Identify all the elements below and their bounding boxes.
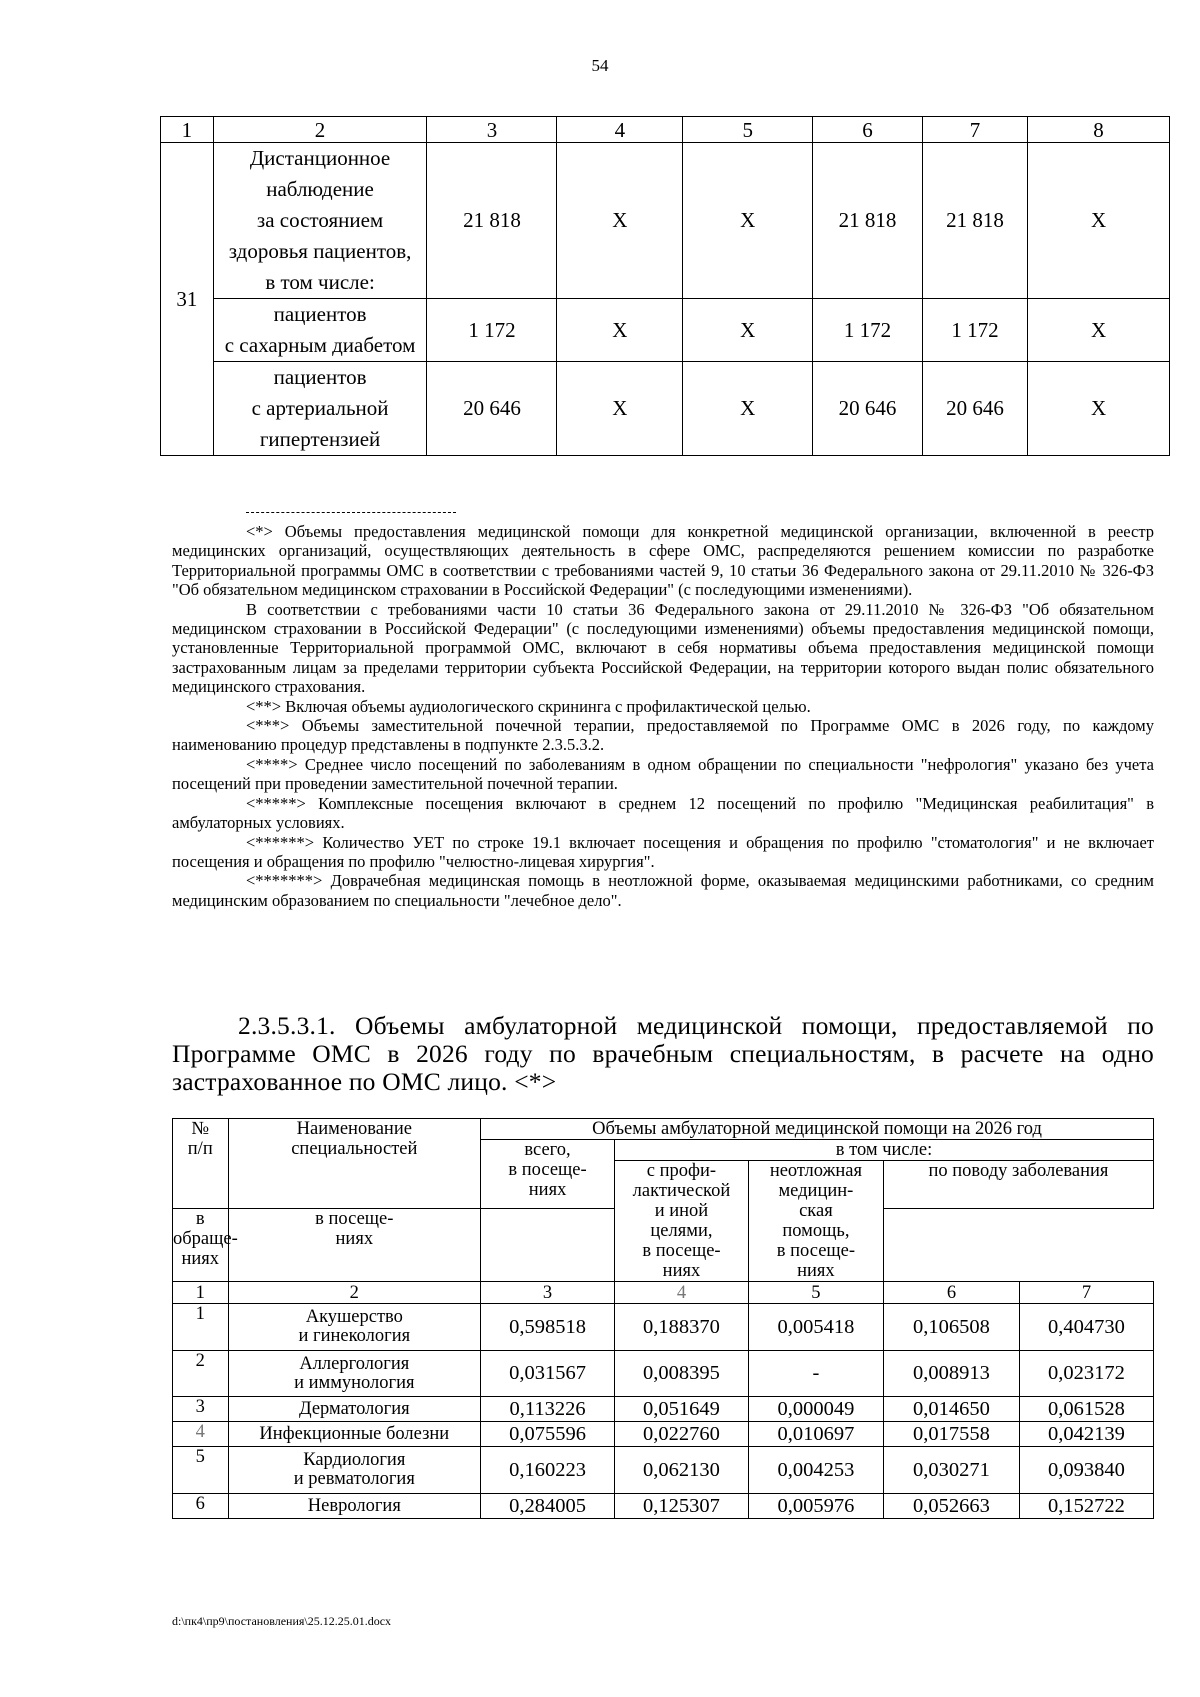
header-line: ниях: [335, 1228, 374, 1249]
cell-value: 0,188370: [615, 1304, 749, 1351]
header-line: медицин-: [778, 1181, 854, 1201]
row-number: 31: [161, 143, 214, 456]
header-preventive: [615, 1161, 749, 1282]
cell-value: 0,125307: [615, 1494, 749, 1519]
cell-value: 0,062130: [615, 1447, 749, 1494]
column-number: 5: [748, 1282, 883, 1304]
row-name: [213, 299, 427, 362]
header-number: [173, 1119, 229, 1209]
header-group: Объемы амбулаторной медицинской помощи на 2026 год: [481, 1119, 1154, 1140]
cell-value: 20 646: [922, 362, 1027, 456]
header-line: п/п: [187, 1139, 213, 1159]
cell-value: 0,160223: [481, 1447, 615, 1494]
column-number: 8: [1028, 117, 1170, 143]
header-line: лактической: [632, 1181, 731, 1201]
name-line: Неврология: [307, 1495, 401, 1516]
header-specialty-name: [228, 1119, 481, 1209]
column-number: 3: [427, 117, 557, 143]
header-line: и иной: [654, 1201, 709, 1221]
table-row: [173, 1397, 1154, 1422]
name-line: пациентов: [273, 365, 367, 389]
cell-value: 0,106508: [883, 1304, 1019, 1351]
specialty-name: [228, 1447, 481, 1494]
header-line: в посеще-: [508, 1160, 587, 1180]
table-row: [161, 362, 1170, 456]
column-number: 1: [161, 117, 214, 143]
specialty-name: [228, 1351, 481, 1397]
column-number: 4: [557, 117, 683, 143]
cell-value: 0,598518: [481, 1304, 615, 1351]
header-line: в посеще-: [776, 1241, 856, 1261]
cell-value: Х: [1028, 299, 1170, 362]
cell-value: Х: [557, 299, 683, 362]
header-line: ниях: [797, 1261, 835, 1281]
name-line: в том числе:: [265, 270, 375, 294]
table-row: [173, 1494, 1154, 1519]
cell-value: 0,014650: [883, 1397, 1019, 1422]
cell-value: 0,008913: [883, 1351, 1019, 1397]
column-number: 1: [173, 1282, 229, 1304]
header-line: целями,: [650, 1221, 713, 1241]
cell-value: 0,010697: [748, 1422, 883, 1447]
footnote: <*******> Доврачебная медицинская помощь в неотложной форме, оказываемая медицинскими работниками, со средним медицинским образованием по специальности "лечебное дело".: [172, 871, 1154, 910]
footnote: <***> Объемы заместительной почечной терапии, предоставляемой по Программе ОМС в 2026 году, по каждому наименованию процедур представлены в подпункте 2.3.5.3.2.: [172, 716, 1154, 755]
cell-value: Х: [1028, 143, 1170, 299]
document-file-path: d:\пк4\пр9\постановления\25.12.25.01.docx: [172, 1614, 392, 1628]
cell-value: 0,093840: [1019, 1447, 1153, 1494]
table-row: [161, 143, 1170, 299]
name-line: и ревматология: [293, 1469, 415, 1489]
name-line: и гинекология: [298, 1326, 411, 1346]
header-line: неотложная: [769, 1161, 862, 1181]
header-line: ниях: [662, 1261, 701, 1281]
table-row: [161, 299, 1170, 362]
cell-value: Х: [557, 362, 683, 456]
table-header-row: [161, 117, 1170, 143]
table-row: [173, 1447, 1154, 1494]
footnote: <******> Количество УЕТ по строке 19.1 включает посещения и обращения по профилю "стоматология" и не включает посещения и обращения по профилю "челюстно-лицевая хирургия".: [172, 832, 1154, 871]
cell-value: 1 172: [813, 299, 923, 362]
name-line: Инфекционные болезни: [259, 1423, 450, 1444]
header-line: в обраще-: [173, 1208, 238, 1249]
cell-value: Х: [683, 299, 813, 362]
cell-value: 0,023172: [1019, 1351, 1153, 1397]
cell-value: 20 646: [813, 362, 923, 456]
cell-value: 0,022760: [615, 1422, 749, 1447]
cell-value: 0,113226: [481, 1397, 615, 1422]
specialty-name: [228, 1494, 481, 1519]
name-line: за состоянием: [256, 208, 384, 232]
cell-value: 21 818: [813, 143, 923, 299]
name-line: с артериальной: [251, 396, 389, 420]
footnote-separator: [246, 512, 456, 513]
cell-value: 20 646: [427, 362, 557, 456]
footnote: <****> Среднее число посещений по заболеваниям в одном обращении по специальности "нефрология" указано без учета посещений при проведении заместительной почечной терапии.: [172, 754, 1154, 794]
name-line: пациентов: [273, 302, 367, 326]
table-header-row: [173, 1119, 1154, 1140]
specialty-volumes-table: [172, 1118, 1154, 1519]
header-line: №: [191, 1119, 210, 1139]
column-number: 4: [615, 1282, 749, 1304]
name-line: Дистанционное: [249, 146, 391, 170]
row-number: 2: [173, 1351, 229, 1397]
header-total: [481, 1140, 615, 1209]
cell-value: 1 172: [427, 299, 557, 362]
cell-value: 0,000049: [748, 1397, 883, 1422]
cell-value: -: [748, 1351, 883, 1397]
row-number: 4: [173, 1422, 229, 1447]
footnote: <*****> Комплексные посещения включают в среднем 12 посещений по профилю "Медицинская реабилитация" в амбулаторных условиях.: [172, 793, 1154, 833]
column-number: 7: [922, 117, 1027, 143]
row-number: 3: [173, 1397, 229, 1422]
name-line: Аллергология: [299, 1353, 410, 1374]
column-number: 2: [213, 117, 427, 143]
cell-value: 0,008395: [615, 1351, 749, 1397]
cell-value: 0,075596: [481, 1422, 615, 1447]
cell-value: Х: [1028, 362, 1170, 456]
cell-value: 0,005976: [748, 1494, 883, 1519]
footnote: <**> Включая объемы аудиологического скрининга с профилактической целью.: [246, 696, 811, 716]
header-urgent: [748, 1161, 883, 1282]
column-number: 6: [883, 1282, 1019, 1304]
table-row: [173, 1422, 1154, 1447]
cell-value: Х: [683, 143, 813, 299]
section-title: 2.3.5.3.1. Объемы амбулаторной медицинской помощи, предоставляемой по Программе ОМС в 2026 году по врачебным специальностям, в расчете на одно застрахованное по ОМС лицо. <*>: [172, 1011, 1154, 1096]
header-visits: [228, 1208, 481, 1281]
column-number: 5: [683, 117, 813, 143]
header-line: в посеще-: [642, 1241, 721, 1261]
cell-value: 0,017558: [883, 1422, 1019, 1447]
volumes-table-continuation: [160, 116, 1170, 456]
cell-value: 0,152722: [1019, 1494, 1153, 1519]
cell-value: 0,052663: [883, 1494, 1019, 1519]
row-number: 5: [173, 1447, 229, 1494]
cell-value: 0,042139: [1019, 1422, 1153, 1447]
cell-value: 0,051649: [615, 1397, 749, 1422]
footnote: <*> Объемы предоставления медицинской помощи для конкретной медицинской организации, включенной в реестр медицинских организаций, осуществляющих деятельность в сфере ОМС, распределяются решением комиссии по разработке Территориальной программы ОМС в соответствии с требованиями частей 9, 10 статьи 36 Федерального закона от 29.11.2010 № 326-ФЗ "Об обязательном медицинском страховании в Российской Федерации" (с последующими изменениями).: [172, 522, 1154, 600]
header-appeals: [173, 1208, 238, 1281]
cell-value: 21 818: [427, 143, 557, 299]
column-number: 2: [228, 1282, 481, 1304]
header-including: в том числе:: [615, 1140, 1154, 1161]
footnotes: [172, 522, 1154, 910]
column-number: 3: [481, 1282, 615, 1304]
header-line: ниях: [181, 1248, 220, 1269]
cell-value: 0,004253: [748, 1447, 883, 1494]
header-line: в посеще-: [315, 1208, 394, 1229]
column-number: 7: [1019, 1282, 1153, 1304]
row-number: 1: [173, 1304, 229, 1351]
row-name: [213, 362, 427, 456]
table-row: [173, 1304, 1154, 1351]
cell-value: 0,061528: [1019, 1397, 1153, 1422]
name-line: Акушерство: [305, 1307, 403, 1327]
column-numbers-row: [173, 1282, 1154, 1304]
name-line: наблюдение: [266, 177, 374, 201]
cell-value: Х: [557, 143, 683, 299]
header-disease: по поводу заболевания: [883, 1161, 1153, 1209]
row-number: 6: [173, 1494, 229, 1519]
name-line: здоровья пациентов,: [228, 239, 412, 263]
header-line: ниях: [528, 1180, 567, 1200]
name-line: гипертензией: [259, 427, 381, 451]
column-number: 6: [813, 117, 923, 143]
name-line: с сахарным диабетом: [224, 333, 416, 357]
cell-value: 0,005418: [748, 1304, 883, 1351]
cell-value: 1 172: [922, 299, 1027, 362]
header-line: специальностей: [291, 1139, 418, 1159]
footnote: В соответствии с требованиями части 10 статьи 36 Федерального закона от 29.11.2010 № 326-ФЗ "Об обязательном медицинском страховании в Российской Федерации" (с последующими изменениями) объемы предоставления медицинской помощи, установленные Территориальной программой ОМС, включают в себя нормативы объема предоставления медицинской помощи застрахованным лицам за пределами территории субъекта Российской Федерации, на территории которого выдан полис обязательного медицинского страхования.: [172, 599, 1154, 697]
name-line: Дерматология: [298, 1398, 410, 1419]
page-number: 54: [591, 56, 609, 75]
name-line: и иммунология: [294, 1372, 415, 1393]
header-line: с профи-: [646, 1161, 717, 1181]
table-row: [173, 1351, 1154, 1397]
name-line: Кардиология: [303, 1450, 406, 1470]
cell-value: 0,031567: [481, 1351, 615, 1397]
header-line: Наименование: [296, 1119, 412, 1139]
header-line: ская: [799, 1201, 833, 1221]
cell-value: 0,404730: [1019, 1304, 1153, 1351]
specialty-name: [228, 1304, 481, 1351]
specialty-name: [228, 1397, 481, 1422]
cell-value: 21 818: [922, 143, 1027, 299]
cell-value: 0,284005: [481, 1494, 615, 1519]
row-name: [213, 143, 427, 299]
specialty-name: [228, 1422, 481, 1447]
header-line: всего,: [524, 1140, 571, 1160]
cell-value: 0,030271: [883, 1447, 1019, 1494]
cell-value: Х: [683, 362, 813, 456]
header-line: помощь,: [782, 1221, 850, 1241]
